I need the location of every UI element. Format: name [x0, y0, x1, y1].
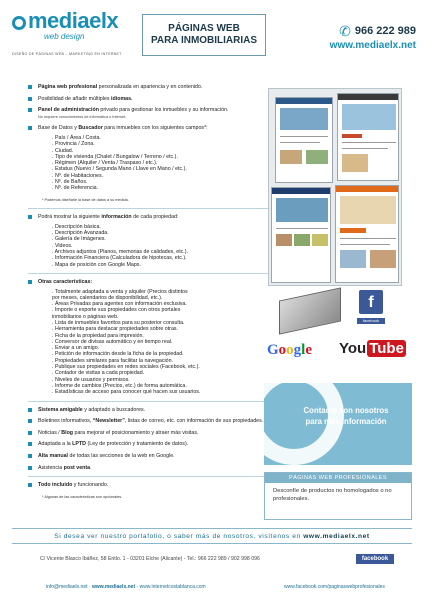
- feature-text: para mejorar el posicionamiento y atraer más visitas.: [73, 429, 199, 436]
- feature-bold: Página web profesional: [38, 84, 98, 90]
- feature-bold: Todo incluido: [38, 482, 73, 489]
- feature-bold: Buscador: [78, 125, 103, 132]
- mediaelx-logo: [12, 8, 119, 41]
- screenshot-image: [337, 93, 399, 181]
- list-item: . Mapa de posición con Google Maps.: [52, 261, 141, 268]
- cta-link[interactable]: www.mediaelx.net: [303, 533, 370, 540]
- search-note: * Podemos diseñarle la base de datos a su medida.: [42, 197, 129, 202]
- facebook-label: facebook: [357, 318, 385, 324]
- feature-text: de todas las secciones de la web en Google.: [68, 452, 175, 459]
- list-item: . Archivos adjuntos (Planos, memorias de calidades, etc.).: [52, 249, 189, 256]
- list-item: . Totalmente adaptada a venta y alquiler (Precios distintos: [52, 288, 188, 295]
- feature-text: (Ley de protección y tratamiento de datos).: [86, 441, 189, 448]
- feature-text: .: [90, 464, 92, 471]
- youtube-tube: Tube: [369, 340, 404, 357]
- list-item: . Estatus (Nuevo / Segunda Mano / Llave en Mano / etc.).: [52, 166, 187, 173]
- list-item: . Provincia / Zona.: [52, 141, 95, 148]
- feature-item: [28, 407, 268, 414]
- cta-text: Si desea ver nuestro portafolio, o saber más de nosotros, visítenos en: [54, 533, 304, 540]
- feature-item: [28, 482, 268, 489]
- footer-web[interactable]: www.mediaelx.net: [91, 584, 136, 590]
- feature-text: Posibilidad de añadir múltiples: [38, 95, 112, 102]
- feature-bold: Sistema amigable: [38, 406, 83, 413]
- youtube-logo[interactable]: [339, 340, 406, 357]
- screenshot-image: [271, 187, 331, 283]
- footer-email[interactable]: info@mediaelx.net: [46, 584, 88, 590]
- feature-text: Base de Datos y: [38, 125, 79, 132]
- feature-item: [28, 125, 268, 191]
- feature-item: [28, 441, 268, 448]
- social-logos: [265, 290, 413, 376]
- feature-item: [28, 279, 268, 396]
- youtube-you: You: [339, 340, 367, 357]
- header-website[interactable]: www.mediaelx.net: [329, 40, 416, 51]
- title-line-1: PÁGINAS WEB: [168, 23, 240, 34]
- bullet-icon: [28, 419, 32, 423]
- facebook-badge[interactable]: facebook: [356, 554, 394, 564]
- logo-mark-icon: [12, 16, 26, 30]
- list-item: . Propiedades similares para facilitar la navegación.: [52, 357, 174, 364]
- list-item: . Conversor de divisas automático y en tiempo real.: [52, 338, 173, 345]
- bullet-icon: [28, 97, 32, 101]
- floor-plan-image: [279, 287, 341, 334]
- header-contact: [300, 24, 416, 51]
- feature-bold: Otras características:: [38, 278, 93, 285]
- bullet-icon: [28, 408, 32, 412]
- list-item: . Información Financiera (Calculadora de hipotecas, etc.).: [52, 255, 187, 262]
- feature-text: Noticias /: [38, 429, 62, 436]
- feature-item: [28, 465, 268, 472]
- divider: [28, 208, 268, 209]
- list-item: inmobiliarios o páginas web.: [52, 313, 119, 320]
- bullet-icon: [28, 280, 32, 284]
- list-item: . País / Área / Costa.: [52, 134, 101, 141]
- list-item: . Tipo de vivienda (Chalet / Bungalow / Terreno / etc.).: [52, 153, 178, 160]
- feature-text: y adaptado a buscadores.: [82, 406, 146, 413]
- footer-links: info@mediaelx.net · www.mediaelx.net · www.internetcostablanca.com: [46, 584, 206, 590]
- contact-line-1: Contacte con nosotros: [303, 406, 389, 415]
- feature-bold: Blog: [61, 429, 74, 436]
- feature-text: Boletines informativos,: [38, 418, 93, 425]
- footer-web2[interactable]: www.internetcostablanca.com: [139, 584, 206, 590]
- list-item: . Petición de información desde la ficha de la propiedad.: [52, 351, 184, 358]
- bullet-icon: [28, 108, 32, 112]
- feature-item: [28, 84, 268, 91]
- website-screenshots: [268, 88, 402, 286]
- screenshot-image: [275, 97, 333, 183]
- property-info-list: [38, 224, 268, 268]
- logo-tagline: DISEÑO DE PÁGINAS WEB – MARKETING EN INTERNET: [12, 52, 122, 56]
- feature-bold: información: [101, 214, 132, 221]
- list-item: . Descripción básica.: [52, 223, 101, 230]
- feature-item: [28, 453, 268, 460]
- list-item: . Publique sus propiedades en redes sociales (Facebook, etc.).: [52, 364, 200, 371]
- list-item: . Galería de Imágenes.: [52, 236, 106, 243]
- feature-bold: idiomas.: [111, 95, 133, 102]
- list-item: . Niveles de usuarios y permisos.: [52, 376, 130, 383]
- list-item: . Estadísticas de acceso para conocer qué hacen sus usuarios.: [52, 389, 201, 396]
- optional-note: * Algunas de las características son opcionales.: [42, 494, 123, 499]
- feature-text: Adaptada a la: [38, 441, 73, 448]
- feature-text: y funcionando.: [72, 482, 109, 489]
- list-item: . Contador de visitas a cada propiedad.: [52, 370, 145, 377]
- google-logo[interactable]: Google: [267, 342, 313, 358]
- feature-item: [28, 418, 268, 425]
- logo-subtitle: web design: [44, 32, 85, 41]
- feature-text: Podrá mostrar la siguiente: [38, 214, 102, 221]
- contact-panel-text: [284, 405, 408, 427]
- footer-address: C/ Vicente Blasco Ibáñez, 58 Entlo. 1 - 03201 Elche (Alicante) - Tel.: 966 222 989 / 902 998 096: [40, 556, 260, 562]
- bullet-icon: [28, 126, 32, 130]
- contact-line-2: para más información: [305, 417, 387, 426]
- professional-box: [264, 472, 412, 520]
- list-item: . Nº. de Baños.: [52, 179, 88, 186]
- list-item: . Herramienta para destacar propiedades sobre otras.: [52, 326, 179, 333]
- feature-bold: Panel de administración: [38, 107, 99, 114]
- feature-bold: LPTD: [72, 441, 87, 448]
- page-title: [142, 14, 266, 56]
- feature-bold: Alta manual: [38, 452, 69, 459]
- bullet-icon: [28, 431, 32, 435]
- list-item: por meses, calendarios de disponibilidad, etc.).: [52, 294, 163, 301]
- list-item: . Lista de inmuebles favoritos para su posterior consulta.: [52, 319, 185, 326]
- list-item: . Descripción Avanzada.: [52, 230, 109, 237]
- list-item: . Videos.: [52, 242, 73, 249]
- bullet-icon: [28, 466, 32, 470]
- bullet-icon: [28, 483, 32, 487]
- feature-text: , listas de correo, etc. con información de sus propiedades.: [124, 418, 264, 425]
- feature-item: [28, 430, 268, 437]
- bullet-icon: [28, 442, 32, 446]
- screenshot-image: [335, 185, 399, 283]
- feature-bold: post venta: [63, 464, 91, 471]
- divider: [28, 273, 268, 274]
- list-item: . Nº. de Referencia.: [52, 185, 99, 192]
- portfolio-cta: [12, 528, 412, 544]
- title-line-2: PARA INMOBILIARIAS: [150, 35, 258, 46]
- feature-text: para inmuebles con los siguientes campos*:: [102, 125, 208, 132]
- contact-panel[interactable]: [264, 383, 412, 465]
- feature-item: [28, 107, 268, 120]
- professional-text: Desconfíe de productos no homologados o no profesionales.: [273, 488, 392, 502]
- list-item: . Ciudad.: [52, 147, 74, 154]
- features-column: [28, 84, 268, 505]
- logo-text: mediaelx: [28, 8, 119, 33]
- feature-text: personalizada en apariencia y en contenido.: [97, 84, 203, 90]
- list-item: . Informe de cambios (Precios, etc.) de forma automática.: [52, 382, 187, 389]
- list-item: . Régimen (Alquiler / Venta / Traspaso / etc.).: [52, 160, 158, 167]
- facebook-icon[interactable]: f: [359, 290, 383, 314]
- feature-note: No requiere conocimientos de informática o Internet.: [38, 114, 127, 119]
- professional-heading: PÁGINAS WEB PROFESIONALES: [265, 473, 411, 483]
- bullet-icon: [28, 454, 32, 458]
- list-item: . Importe o exporte sus propiedades con otros portales: [52, 307, 181, 314]
- feature-text: Asistencia: [38, 464, 64, 471]
- feature-text: privado para gestionar los inmuebles y su información.: [98, 107, 229, 114]
- phone-icon: ✆: [339, 23, 351, 39]
- divider: [28, 401, 268, 402]
- feature-text: de cada propiedad:: [131, 214, 179, 221]
- bullet-icon: [28, 85, 32, 89]
- phone-number: 966 222 989: [354, 25, 416, 37]
- list-item: . Áreas Privadas para agentes con información exclusiva.: [52, 301, 187, 308]
- feature-item: [28, 96, 268, 103]
- list-item: . Ficha de la propiedad para impresión.: [52, 332, 144, 339]
- search-fields-list: [38, 135, 268, 192]
- feature-item: [28, 214, 268, 268]
- list-item: . Nº. de Habitaciones.: [52, 172, 104, 179]
- divider: [28, 476, 268, 477]
- other-features-list: [38, 289, 268, 396]
- feature-bold: “Newsletter”: [92, 418, 125, 425]
- list-item: . Enviar a un amigo.: [52, 345, 100, 352]
- bullet-icon: [28, 215, 32, 219]
- facebook-url[interactable]: www.facebook.com/paginaswebprofesionales: [284, 584, 385, 590]
